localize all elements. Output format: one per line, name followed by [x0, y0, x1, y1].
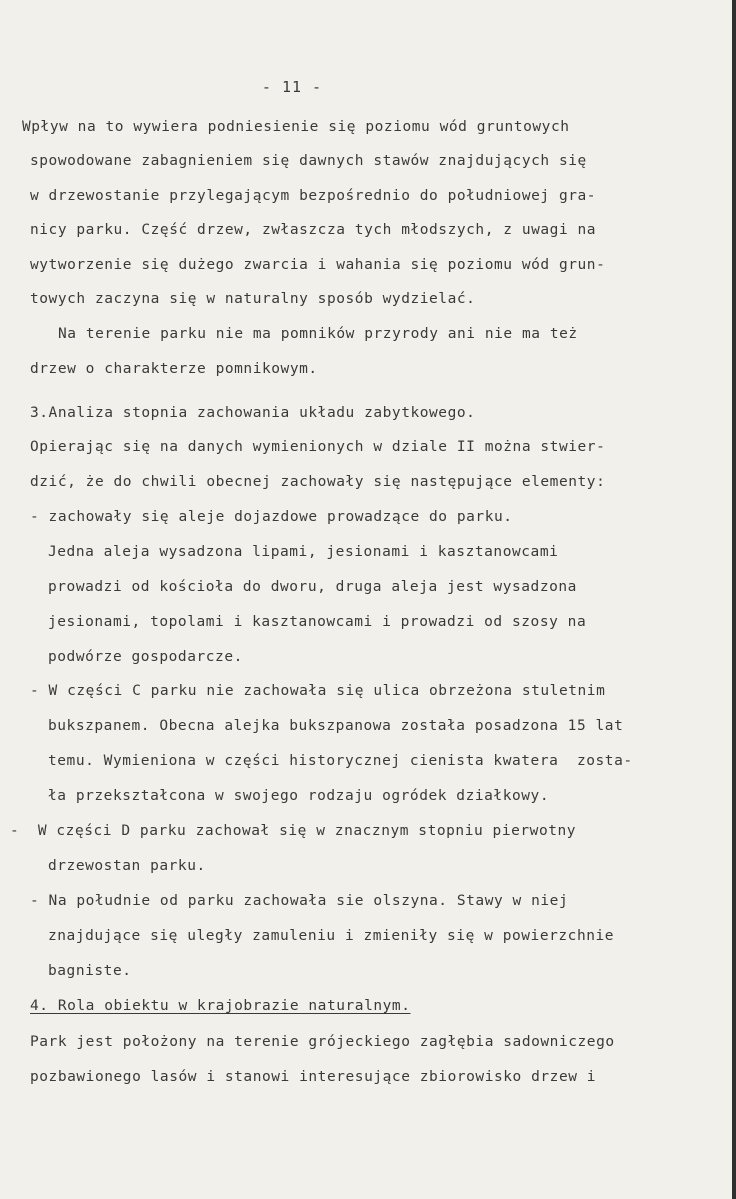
text-line: spowodowane zabagnieniem się dawnych stawów znajdujących się [30, 153, 587, 169]
section-heading: 3.Analiza stopnia zachowania układu zabytkowego. [30, 405, 476, 421]
text-line: jesionami, topolami i kasztanowcami i prowadzi od szosy na [48, 614, 587, 630]
text-line: Jedna aleja wysadzona lipami, jesionami i kasztanowcami [48, 544, 559, 560]
text-line: znajdujące się uległy zamuleniu i zmieniły się w powierzchnie [48, 928, 615, 944]
text-line: drzewostan parku. [48, 858, 206, 874]
text-line: w drzewostanie przylegającym bezpośrednio do południowej gra- [30, 188, 597, 204]
list-item: - W części C parku nie zachowała się ulica obrzeżona stuletnim [30, 683, 606, 699]
text-line: drzew o charakterze pomnikowym. [30, 361, 318, 377]
text-line: prowadzi od kościoła do dworu, druga aleja jest wysadzona [48, 579, 577, 595]
text-line: bagniste. [48, 963, 132, 979]
text-line: Na terenie parku nie ma pomników przyrody ani nie ma też [58, 326, 578, 342]
text-line: Wpływ na to wywiera podniesienie się poziomu wód gruntowych [22, 119, 570, 135]
text-line: nicy parku. Część drzew, zwłaszcza tych młodszych, z uwagi na [30, 222, 597, 238]
list-item: - W części D parku zachował się w znacznym stopniu pierwotny [10, 823, 577, 839]
text-line: ła przekształcona w swojego rodzaju ogródek działkowy. [48, 788, 550, 804]
text-line: podwórze gospodarcze. [48, 649, 243, 665]
text-line: temu. Wymieniona w części historycznej cienista kwatera zosta- [48, 753, 633, 769]
text-line: bukszpanem. Obecna alejka bukszpanowa została posadzona 15 lat [48, 718, 624, 734]
text-line: Opierając się na danych wymienionych w dziale II można stwier- [30, 439, 606, 455]
text-line: pozbawionego lasów i stanowi interesujące zbiorowisko drzew i [30, 1069, 597, 1085]
text-line: Park jest położony na terenie grójeckiego zagłębia sadowniczego [30, 1034, 615, 1050]
list-item: - Na południe od parku zachowała sie olszyna. Stawy w niej [30, 893, 569, 909]
page-number: - 11 - [261, 78, 323, 96]
list-item: - zachowały się aleje dojazdowe prowadzące do parku. [30, 509, 513, 525]
text-line: wytworzenie się dużego zwarcia i wahania się poziomu wód grun- [30, 257, 606, 273]
page-edge-shadow [732, 0, 736, 1199]
section-heading: 4. Rola obiektu w krajobrazie naturalnym. [30, 998, 411, 1014]
text-line: dzić, że do chwili obecnej zachowały się następujące elementy: [30, 474, 606, 490]
text-line: towych zaczyna się w naturalny sposób wydzielać. [30, 291, 476, 307]
